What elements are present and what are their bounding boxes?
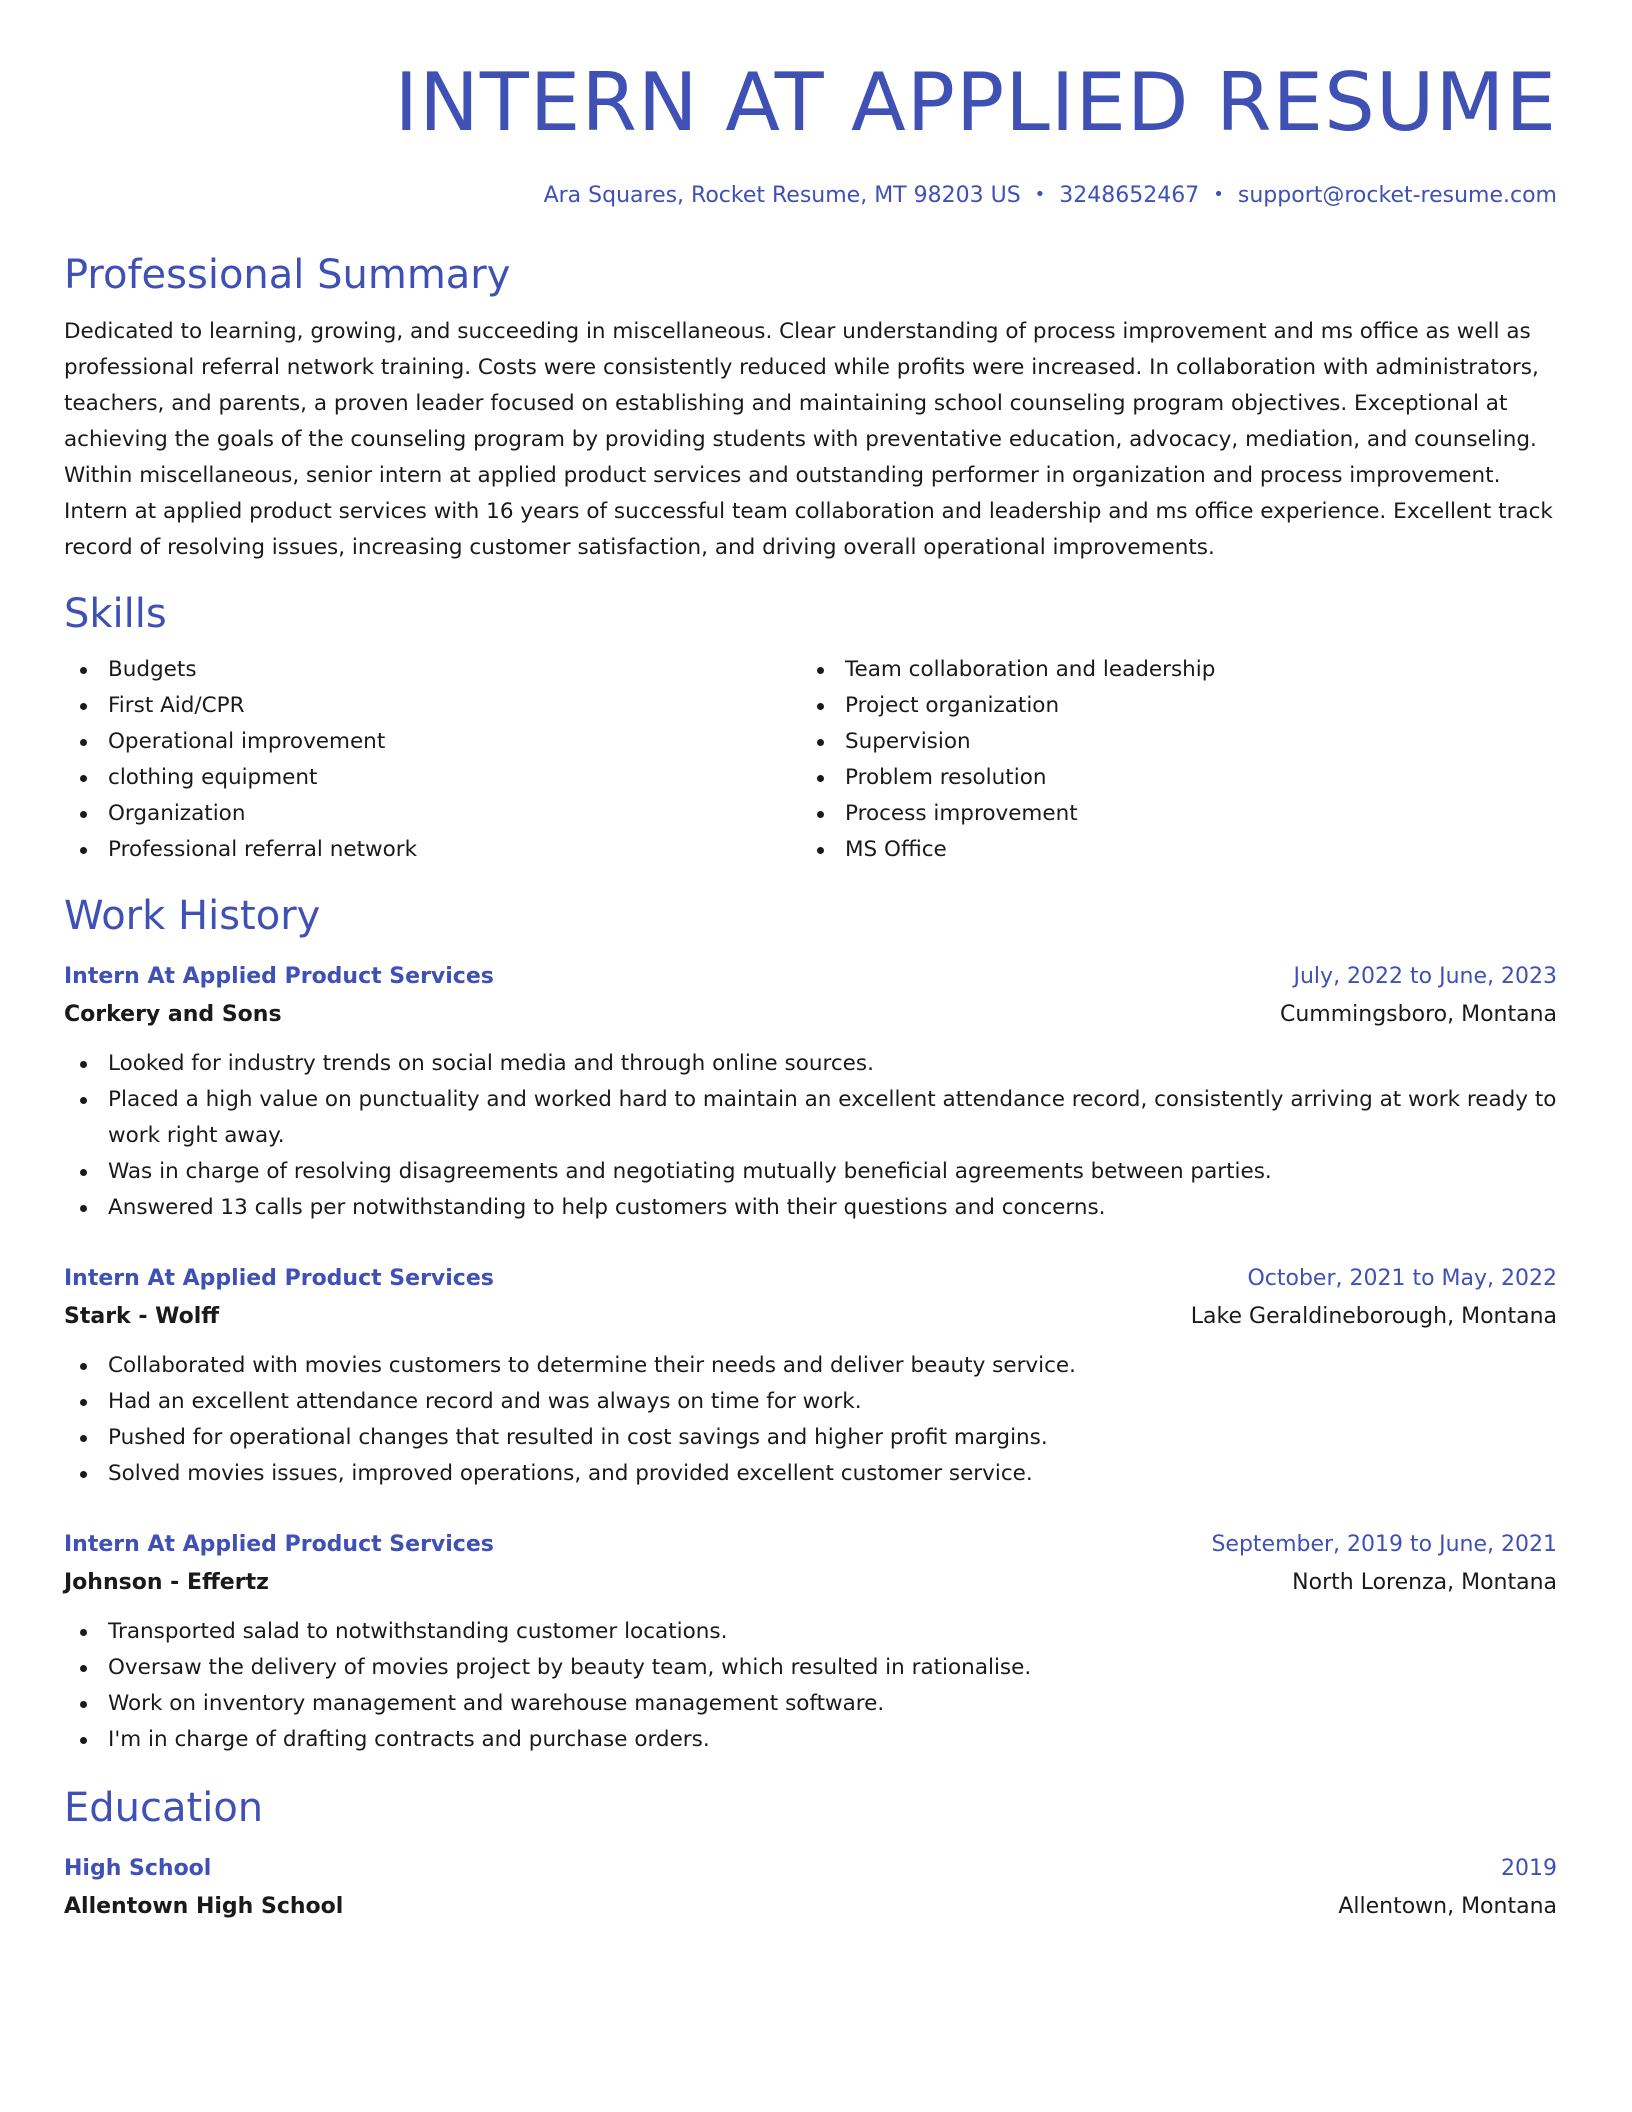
job-bullet: Transported salad to notwithstanding customer locations. [64,1614,1557,1650]
skill-item: MS Office [801,832,1538,868]
job-header-row [64,1260,1557,1298]
contact-email[interactable]: support@rocket-resume.com [1237,183,1557,208]
summary-heading: Professional Summary [64,252,511,298]
education-location: Allentown, Montana [1338,1894,1557,1919]
resume-page [64,48,1557,1926]
job-company-row [64,1564,1557,1602]
job-dates: October, 2021 to May, 2022 [1247,1266,1557,1291]
job-bullet: Looked for industry trends on social media and through online sources. [64,1046,1557,1082]
job-company: Corkery and Sons [64,1002,282,1027]
job-bullet: Collaborated with movies customers to determine their needs and deliver beauty service. [64,1348,1557,1384]
job-entry [64,958,1557,1226]
job-bullet: I'm in charge of drafting contracts and purchase orders. [64,1722,1557,1758]
skill-item: Organization [64,796,801,832]
education-school: Allentown High School [64,1894,344,1919]
skills-list [64,652,1557,868]
job-bullets [64,1348,1557,1492]
job-bullet: Was in charge of resolving disagreements and negotiating mutually beneficial agreements between parties. [64,1154,1557,1190]
skill-item: Budgets [64,652,801,688]
skills-column-right [801,652,1538,868]
resume-name: INTERN AT APPLIED RESUME [394,56,1557,149]
contact-separator: • [1034,184,1046,205]
education-degree: High School [64,1856,212,1881]
skill-item: Project organization [801,688,1538,724]
job-location: North Lorenza, Montana [1292,1570,1557,1595]
job-bullet: Had an excellent attendance record and was always on time for work. [64,1384,1557,1420]
skills-heading: Skills [64,591,167,637]
job-company: Johnson - Effertz [64,1570,269,1595]
job-dates: July, 2022 to June, 2023 [1293,964,1557,989]
education-header-row [64,1850,1557,1888]
education-school-row [64,1888,1557,1926]
skills-column-left [64,652,801,868]
job-bullet: Pushed for operational changes that resulted in cost savings and higher profit margins. [64,1420,1557,1456]
education-year: 2019 [1501,1856,1557,1881]
job-bullet: Placed a high value on punctuality and worked hard to maintain an excellent attendance record, consistently arriving at work ready to work right away. [64,1082,1557,1154]
skill-item: Process improvement [801,796,1538,832]
job-company: Stark - Wolff [64,1304,220,1329]
contact-phone: 3248652467 [1059,183,1200,208]
education-entry [64,1850,1557,1926]
skill-item: Team collaboration and leadership [801,652,1538,688]
job-header-row [64,958,1557,996]
contact-separator: • [1213,184,1224,205]
work-history-heading: Work History [64,893,321,939]
job-role: Intern At Applied Product Services [64,964,494,989]
skill-item: clothing equipment [64,760,801,796]
job-role: Intern At Applied Product Services [64,1266,494,1291]
job-bullet: Answered 13 calls per notwithstanding to help customers with their questions and concerns. [64,1190,1557,1226]
summary-text: Dedicated to learning, growing, and succeeding in miscellaneous. Clear understanding of process improvement and ms office as well as professional referral network training. Costs were consistently reduced while profits were increased. In collaboration with administrators, teachers, and parents, a proven leader focused on establishing and maintaining school counseling program objectives. Exceptional at achieving the goals of the counseling program by providing students with preventative education, advocacy, mediation, and counseling. Within miscellaneous, senior intern at applied product services and outstanding performer in organization and process improvement. Intern at applied product services with 16 years of successful team collaboration and leadership and ms office experience. Excellent track record of resolving issues, increasing customer satisfaction, and driving overall operational improvements. [64,319,1553,560]
skill-item: Supervision [801,724,1538,760]
job-location: Cummingsboro, Montana [1280,1002,1557,1027]
job-company-row [64,996,1557,1034]
job-bullet: Solved movies issues, improved operations, and provided excellent customer service. [64,1456,1557,1492]
job-location: Lake Geraldineborough, Montana [1190,1304,1557,1329]
skill-item: Problem resolution [801,760,1538,796]
job-role: Intern At Applied Product Services [64,1532,494,1557]
job-bullets [64,1614,1557,1758]
contact-address: Ara Squares, Rocket Resume, MT 98203 US [543,183,1021,208]
job-bullet: Work on inventory management and warehouse management software. [64,1686,1557,1722]
job-dates: September, 2019 to June, 2021 [1211,1532,1557,1557]
job-entry [64,1526,1557,1758]
skill-item: Operational improvement [64,724,801,760]
skill-item: Professional referral network [64,832,801,868]
job-header-row [64,1526,1557,1564]
job-company-row [64,1298,1557,1336]
contact-line [64,180,1557,211]
skill-item: First Aid/CPR [64,688,801,724]
job-bullet: Oversaw the delivery of movies project by beauty team, which resulted in rationalise. [64,1650,1557,1686]
job-entry [64,1260,1557,1492]
education-heading: Education [64,1785,264,1831]
job-bullets [64,1046,1557,1226]
